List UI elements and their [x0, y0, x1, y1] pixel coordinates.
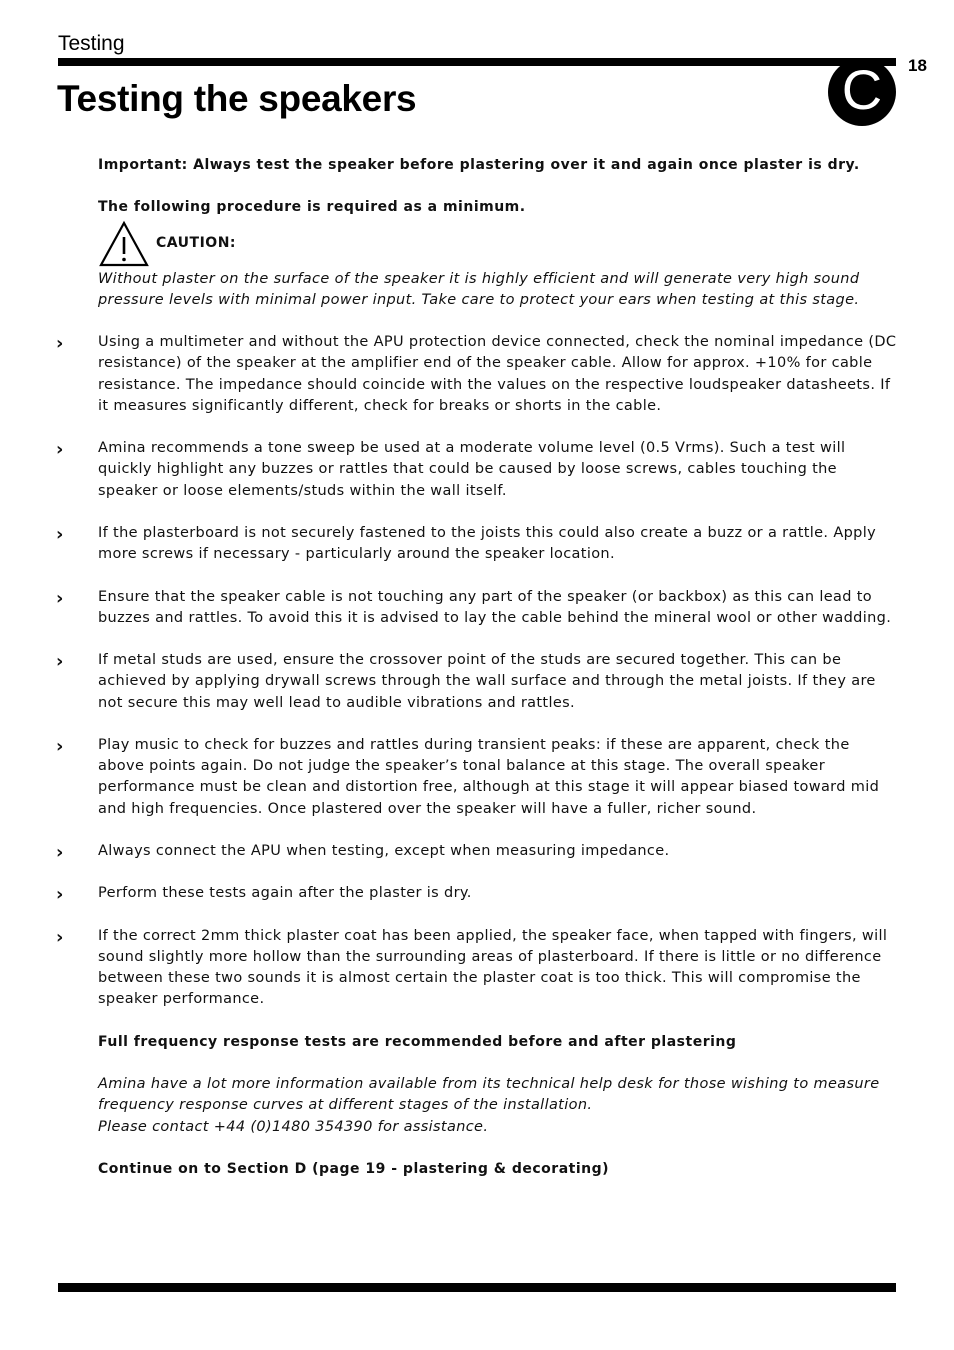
chevron-right-icon: ›: [56, 841, 64, 863]
chevron-right-icon: ›: [56, 439, 64, 461]
page-title: Testing the speakers: [57, 78, 417, 119]
important-note: Important: Always test the speaker before plastering over it and again once plaster is dry.: [98, 157, 860, 173]
info-text: Amina have a lot more information available from its technical help desk for those wishing to measure frequency response curves at different stages of the installation.: [98, 1076, 880, 1114]
caution-label: CAUTION:: [156, 234, 237, 251]
chevron-right-icon: ›: [56, 651, 64, 673]
chevron-right-icon: ›: [56, 926, 64, 948]
chevron-right-icon: ›: [56, 587, 64, 609]
warning-triangle-icon: [98, 220, 150, 268]
header-rule: [58, 58, 896, 66]
chevron-right-icon: ›: [56, 523, 64, 545]
section-badge: C: [828, 58, 896, 126]
frequency-heading: Full frequency response tests are recommended before and after plastering: [98, 1033, 737, 1050]
list-item: › If the correct 2mm thick plaster coat has been applied, the speaker face, when tapped with fingers, will sound slightly more hollow than the surrounding areas of plasterboard. If there is little or no difference between these two sounds it is almost certain the plaster coat is too thick. This will compromise the speaker performance.: [56, 926, 888, 1008]
continue-link: Continue on to Section D (page 19 - plastering & decorating): [98, 1160, 610, 1177]
procedure-note: The following procedure is required as a minimum.: [98, 199, 526, 216]
chevron-right-icon: ›: [56, 333, 64, 355]
page-content: [56, 155, 898, 1180]
list-item: › If metal studs are used, ensure the crossover point of the studs are secured together. This can be achieved by applying drywall screws through the wall surface and through the metal joists. If they are not secure this may well lead to audible vibrations and rattles.: [56, 651, 876, 711]
list-item: › Using a multimeter and without the APU protection device connected, check the nominal impedance (DC resistance) of the speaker at the amplifier end of the speaker cable. Allow for approx. +10% for cable resistance. The impedance should coincide with the values on the respective loudspeaker datasheets. If it measures significantly different, check for breaks or shorts in the cable.: [56, 333, 897, 414]
chevron-right-icon: ›: [56, 884, 64, 906]
contact-text: Please contact +44 (0)1480 354390 for assistance.: [98, 1118, 489, 1135]
list-item: › Always connect the APU when testing, except when measuring impedance.: [56, 841, 670, 863]
footer-rule: [58, 1283, 896, 1292]
page-number: 18: [908, 56, 927, 75]
procedure-list: [56, 332, 898, 1010]
chevron-right-icon: ›: [56, 735, 64, 757]
list-item: › Ensure that the speaker cable is not touching any part of the speaker (or backbox) as this can lead to buzzes and rattles. To avoid this it is advised to lay the cable behind the mineral wool or other wadding.: [56, 587, 892, 626]
list-item: › Amina recommends a tone sweep be used at a moderate volume level (0.5 Vrms). Such a test will quickly highlight any buzzes or rattles that could be caused by loose screws, cables touching the speaker or loose elements/studs within the wall itself.: [56, 439, 846, 499]
caution-header: [98, 219, 898, 269]
section-label: Testing: [58, 32, 125, 55]
list-item: › Play music to check for buzzes and rattles during transient peaks: if these are apparent, check the above points again. Do not judge the speaker’s tonal balance at this stage. The overall speaker performance must be clean and distortion free, although at this stage it will appear biased toward mid and high frequencies. Once plastered over the speaker will have a fuller, richer sound.: [56, 735, 880, 817]
list-item: › If the plasterboard is not securely fastened to the joists this could also create a buzz or a rattle. Apply more screws if necessary - particularly around the speaker location.: [56, 523, 877, 563]
caution-text: Without plaster on the surface of the speaker it is highly efficient and will generate very high sound pressure levels with minimal power input. Take care to protect your ears when testing at this stage.: [98, 270, 860, 308]
list-item: › Perform these tests again after the plaster is dry.: [56, 884, 472, 906]
